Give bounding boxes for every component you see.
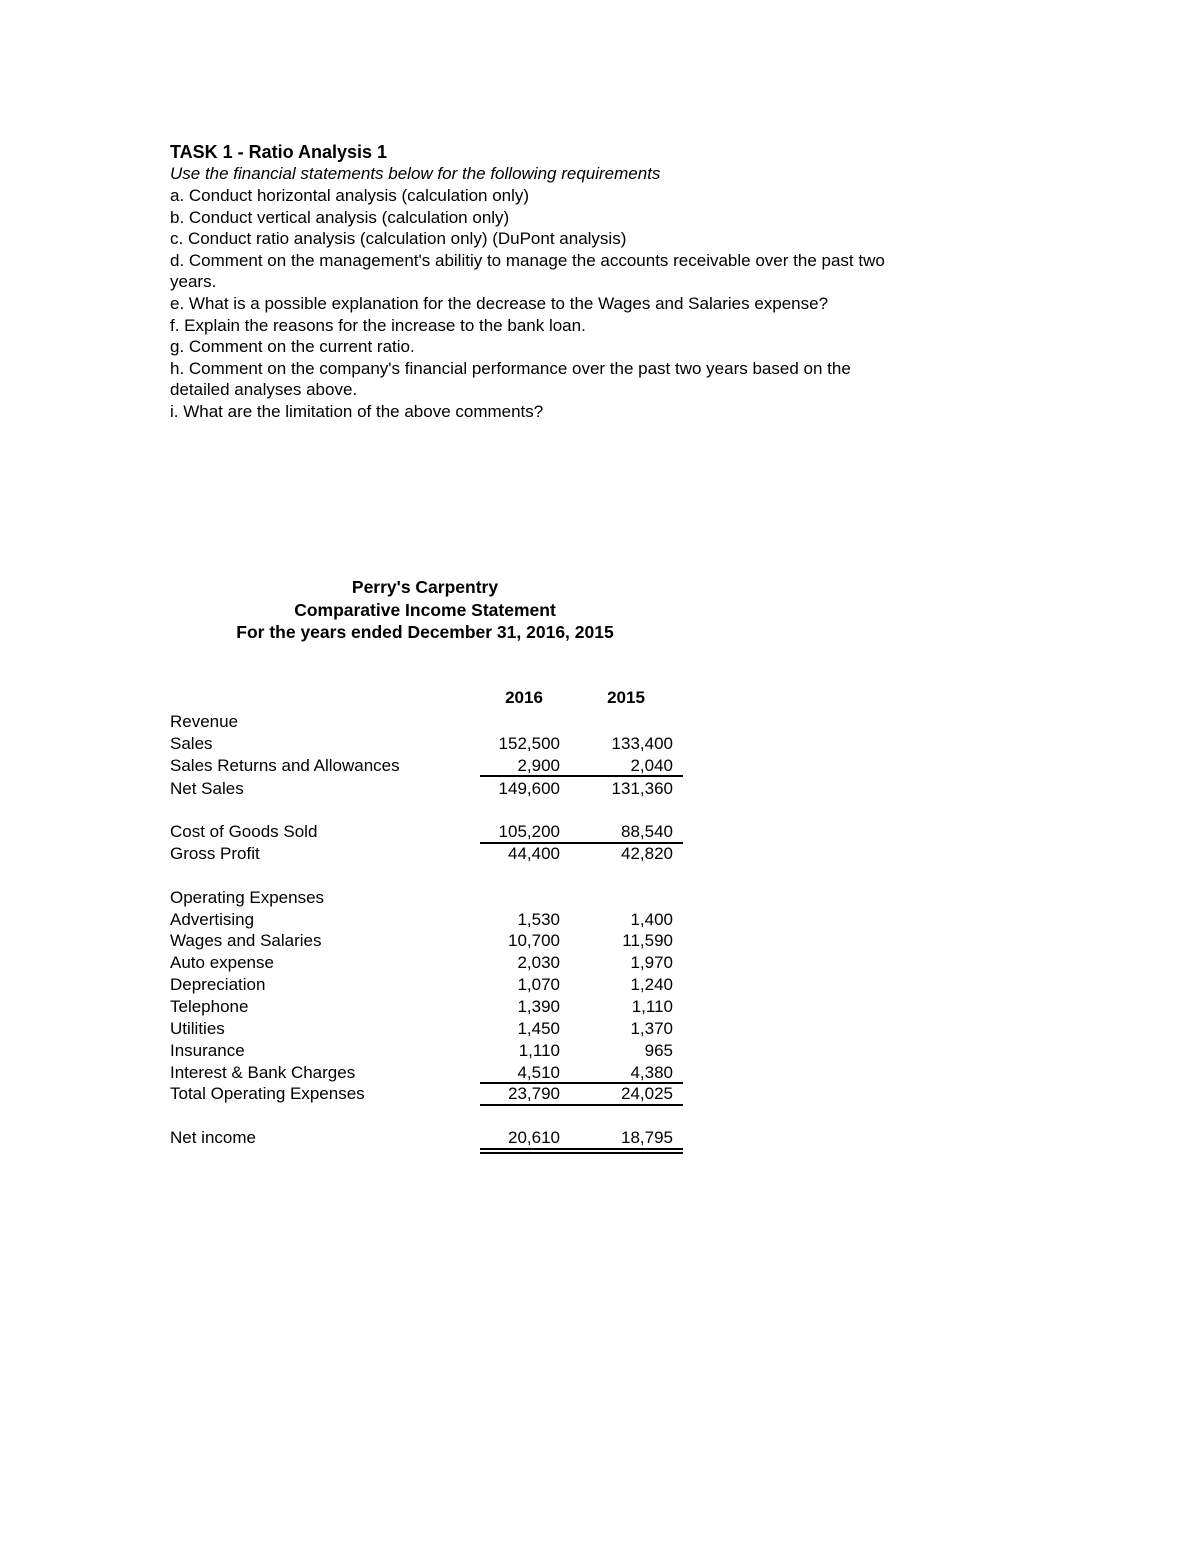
- row-label: Operating Expenses: [170, 888, 325, 907]
- statement-row-insurance: [0, 1040, 1200, 1062]
- row-label: Sales Returns and Allowances: [170, 756, 400, 775]
- value-2015: 88,540: [621, 822, 673, 841]
- value-2016: 20,610: [508, 1128, 560, 1147]
- task-intro: Use the financial statements below for the following requirements: [170, 164, 661, 183]
- value-2015: 133,400: [611, 734, 673, 753]
- row-label: Sales: [170, 734, 213, 753]
- statement-row-cogs: [0, 821, 1200, 843]
- value-2016: 4,510: [517, 1063, 560, 1082]
- statement-title: Comparative Income Statement: [294, 599, 556, 620]
- value-2015: 4,380: [630, 1063, 673, 1082]
- requirement-e: e. What is a possible explanation for the decrease to the Wages and Salaries expense?: [170, 293, 829, 313]
- statement-row-wages: [0, 930, 1200, 952]
- row-label: Auto expense: [170, 953, 274, 972]
- statement-row-revenue: [0, 711, 1200, 733]
- statement-row-net-sales: [0, 778, 1200, 800]
- value-2016: 105,200: [498, 822, 560, 841]
- value-2015: 18,795: [621, 1128, 673, 1147]
- requirement-h-cont: detailed analyses above.: [170, 380, 358, 400]
- double-rule-bottom: [480, 1152, 683, 1154]
- value-2016: 1,070: [517, 975, 560, 994]
- requirement-d-cont: years.: [170, 272, 217, 292]
- value-2016: 2,030: [517, 953, 560, 972]
- value-2016: 23,790: [508, 1084, 560, 1103]
- row-label: Total Operating Expenses: [170, 1084, 365, 1103]
- statement-row-depreciation: [0, 974, 1200, 996]
- value-2016: 2,900: [517, 756, 560, 775]
- row-label: Revenue: [170, 712, 239, 731]
- value-2015: 11,590: [622, 931, 673, 950]
- value-2015: 1,400: [630, 910, 673, 929]
- value-2016: 1,390: [517, 997, 560, 1016]
- statement-row-interest: [0, 1062, 1200, 1084]
- statement-row-auto-expense: [0, 952, 1200, 974]
- statement-row-net-income: [0, 1127, 1200, 1149]
- value-2016: 44,400: [508, 844, 560, 863]
- requirement-c: c. Conduct ratio analysis (calculation only) (DuPont analysis): [170, 229, 627, 249]
- statement-period: For the years ended December 31, 2016, 2015: [236, 622, 614, 642]
- value-2015: 131,360: [611, 779, 673, 798]
- value-2015: 965: [644, 1041, 673, 1060]
- value-2015: 1,370: [630, 1019, 673, 1038]
- row-label: Cost of Goods Sold: [170, 822, 318, 841]
- task-title: TASK 1 - Ratio Analysis 1: [170, 142, 388, 162]
- statement-row-operating-expenses: [0, 887, 1200, 909]
- column-header-2016: 2016: [505, 688, 543, 707]
- subtotal-rule: [480, 1104, 683, 1106]
- row-label: Gross Profit: [170, 844, 260, 863]
- value-2015: 1,970: [630, 953, 673, 972]
- value-2016: 10,700: [508, 931, 560, 950]
- row-label: Insurance: [170, 1041, 245, 1060]
- statement-row-advertising: [0, 909, 1200, 931]
- row-label: Net Sales: [170, 779, 244, 798]
- row-label: Utilities: [170, 1019, 225, 1038]
- row-label: Interest & Bank Charges: [170, 1063, 356, 1082]
- requirement-d: d. Comment on the management's abilitiy to manage the accounts receivable over the past two: [170, 250, 885, 270]
- row-label: Net income: [170, 1128, 256, 1147]
- row-label: Telephone: [170, 997, 249, 1016]
- subtotal-rule: [480, 775, 683, 777]
- value-2015: 1,110: [631, 997, 673, 1016]
- double-rule-top: [480, 1148, 683, 1150]
- requirement-i: i. What are the limitation of the above comments?: [170, 401, 544, 421]
- requirement-f: f. Explain the reasons for the increase to the bank loan.: [170, 315, 586, 335]
- statement-heading: [170, 576, 680, 644]
- value-2016: 1,450: [517, 1019, 560, 1038]
- value-2015: 1,240: [630, 975, 673, 994]
- task-instructions: [170, 141, 950, 423]
- row-label: Advertising: [170, 910, 255, 929]
- value-2016: 152,500: [498, 734, 560, 753]
- column-header-2015: 2015: [607, 688, 645, 707]
- statement-row-utilities: [0, 1018, 1200, 1040]
- value-2015: 2,040: [630, 756, 673, 775]
- requirement-h: h. Comment on the company's financial performance over the past two years based on the: [170, 358, 851, 378]
- value-2015: 42,820: [621, 844, 673, 863]
- requirement-g: g. Comment on the current ratio.: [170, 337, 415, 357]
- row-label: Wages and Salaries: [170, 931, 322, 950]
- requirement-b: b. Conduct vertical analysis (calculation only): [170, 207, 510, 227]
- value-2016: 1,530: [517, 910, 560, 929]
- company-name: Perry's Carpentry: [351, 577, 499, 597]
- statement-row-sales: [0, 733, 1200, 755]
- value-2015: 24,025: [621, 1084, 673, 1103]
- value-2016: 1,110: [518, 1041, 560, 1060]
- row-label: Depreciation: [170, 975, 266, 994]
- statement-row-gross-profit: [0, 843, 1200, 865]
- statement-row-total-operating: [0, 1083, 1200, 1105]
- statement-row-sales-returns: [0, 755, 1200, 777]
- requirement-a: a. Conduct horizontal analysis (calculation only): [170, 186, 530, 205]
- value-2016: 149,600: [498, 779, 560, 798]
- statement-row-telephone: [0, 996, 1200, 1018]
